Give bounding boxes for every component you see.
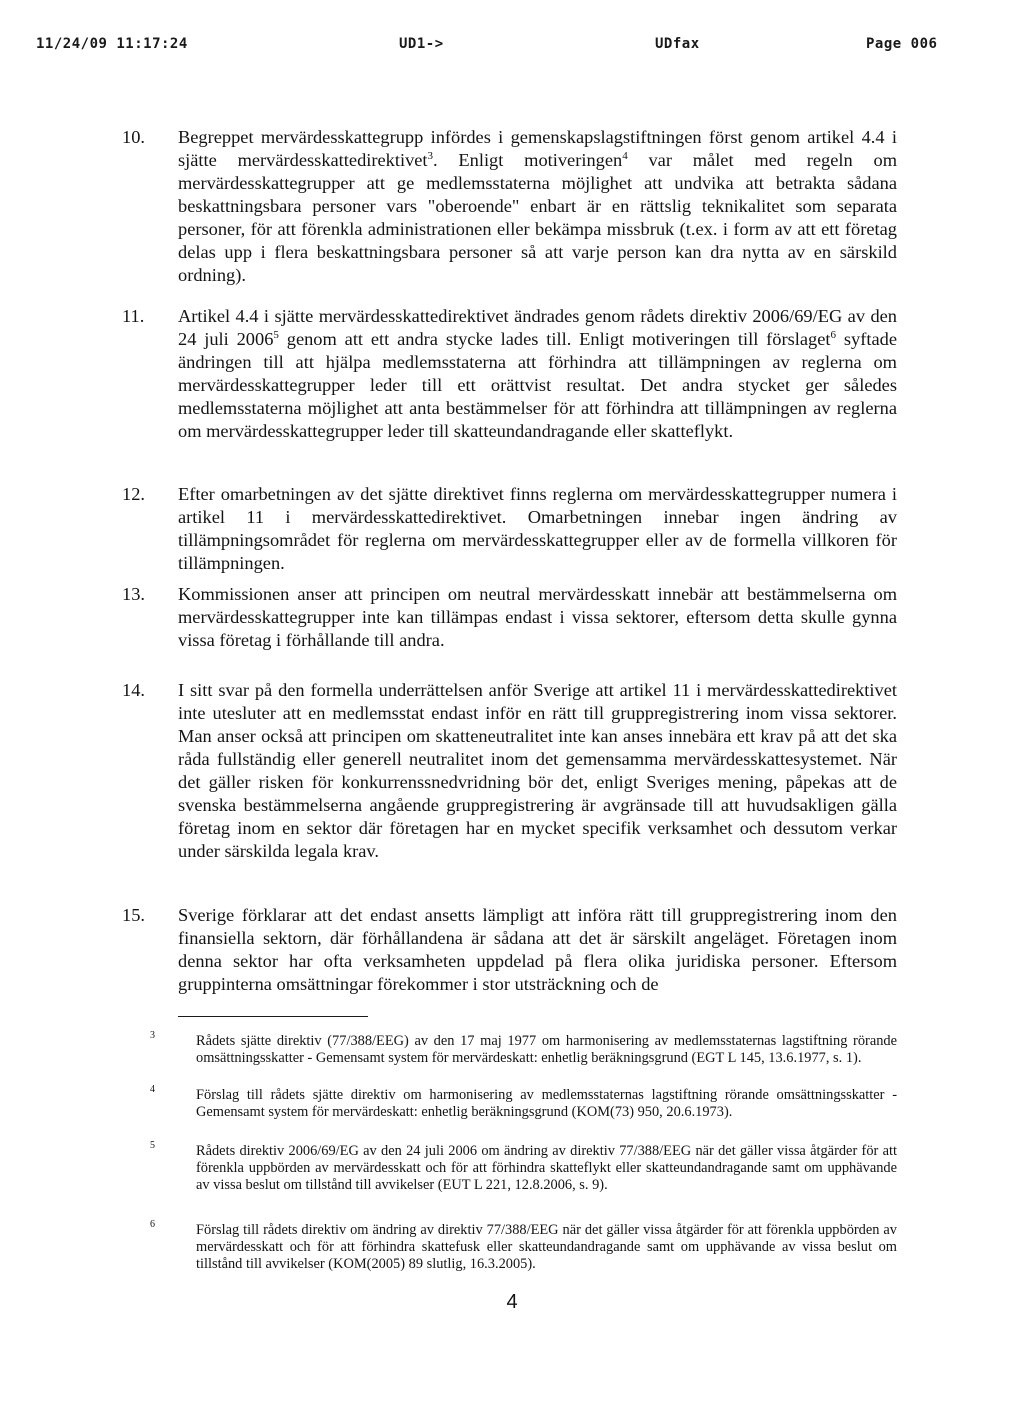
paragraph-number: 15. <box>122 905 145 925</box>
paragraph-10 <box>122 126 897 287</box>
paragraph-text: I sitt svar på den formella underrättelsen anför Sverige att artikel 11 i mervärdesskattedirektivet inte utesluter att en medlemsstat endast inför en rätt till gruppregistrering inom vissa sektorer. Man anser också att principen om skatteneutralitet inte kan anses innebära ett krav på att det ska råda fullständig eller generell neutralitet inom det gemensamma mervärdesskattesystemet. När det gäller risken för konkurrenssnedvridning bör det, enligt Sveriges mening, påpekas att de svenska bestämmelserna angående gruppregistrering är avgränsade till att huvudsakligen gälla företag inom en sektor där företagen har en mycket specifik verksamhet och dessutom verkar under särskilda legala krav. <box>178 680 897 861</box>
footnote-3 <box>122 1030 897 1067</box>
footnote-text: Rådets direktiv 2006/69/EG av den 24 juli 2006 om ändring av direktiv 77/388/EEG när det gäller vissa åtgärder för att förenkla uppbörden av mervärdesskatt och för att förhindra skatteflykt eller skatteundandragande samt om upphävande av vissa beslut om tillstånd till avvikelser (EUT L 221, 12.8.2006, s. 9). <box>196 1143 897 1193</box>
footnote-6 <box>122 1219 897 1273</box>
footnote-text: Förslag till rådets direktiv om ändring av direktiv 77/388/EEG när det gäller vissa åtgärder för att förenkla uppbörden av mervärdesskatt och för att förhindra skattefusk eller skatteundandragande samt om upphävande av vissa beslut om tillstånd till avvikelser (KOM(2005) 89 slutlig, 16.3.2005). <box>196 1222 897 1272</box>
paragraph-11 <box>122 305 897 443</box>
footnote-separator <box>178 1016 368 1017</box>
fax-timestamp: 11/24/09 11:17:24 <box>36 36 188 52</box>
paragraph-number: 10. <box>122 127 145 147</box>
footnote-ref-4: 4 <box>622 150 628 162</box>
fax-header <box>0 36 1024 56</box>
paragraph-12 <box>122 483 897 575</box>
paragraph-text: Kommissionen anser att principen om neutral mervärdesskatt innebär att bestämmelserna om mervärdesskattegrupper inte kan tillämpas endast i vissa sektorer, eftersom detta skulle gynna vissa företag i förhållande till andra. <box>178 584 897 650</box>
paragraph-text: Sverige förklarar att det endast ansetts lämpligt att införa rätt till gruppregistrering inom den finansiella sektorn, där förhållandena är sådana att det är särskilt angeläget. Företagen inom denna sektor har ofta verksamheten uppdelad på flera olika juridiska personer. Eftersom gruppinterna omsättningar förekommer i stor utsträckning och de <box>178 905 897 994</box>
page-number: 4 <box>506 1291 518 1313</box>
footnote-number: 6 <box>150 1219 155 1230</box>
paragraph-text: Efter omarbetningen av det sjätte direktivet finns reglerna om mervärdesskattegrupper numera i artikel 11 i mervärdesskattedirektivet. Omarbetningen innebar ingen ändring av tillämpningsområdet för reglerna om mervärdesskattegrupper eller av de formella villkoren för tillämpningen. <box>178 484 897 573</box>
paragraph-number: 12. <box>122 484 145 504</box>
footnote-number: 4 <box>150 1084 155 1095</box>
footnote-5 <box>122 1140 897 1194</box>
paragraph-number: 11. <box>122 306 145 326</box>
paragraph-number: 13. <box>122 584 145 604</box>
fax-page-indicator: Page 006 <box>866 36 938 52</box>
footnote-4 <box>122 1084 897 1121</box>
paragraph-13 <box>122 583 897 652</box>
text-run: syftade ändringen till att hjälpa medlemsstaterna att förhindra att tillämpningen av reglerna om mervärdesskattegrupper leder till ett orättvist resultat. Det andra stycket ger således medlemsstaterna möjlighet att anta bestämmelser för att förhindra att tillämpningen av reglerna om mervärdesskattegrupper leder till skatteundandragande eller skatteflykt. <box>178 329 897 441</box>
footnote-number: 3 <box>150 1030 155 1041</box>
footnote-number: 5 <box>150 1140 155 1151</box>
text-run: Begreppet mervärdesskattegrupp infördes i gemenskapslagstiftningen först genom artikel 4.4 i sjätte mervärdesskattedirektivet <box>178 127 897 170</box>
text-run: genom att ett andra stycke lades till. Enligt motiveringen till förslaget <box>278 329 831 349</box>
footnote-ref-3: 3 <box>427 150 434 162</box>
paragraph-number: 14. <box>122 680 145 700</box>
paragraph-text <box>178 305 897 443</box>
text-run: var målet med regeln om mervärdesskattegrupper att ge medlemsstaterna möjlighet att undvika att betrakta sådana beskattningsbara personer vars "oberoende" enbart är en rättslig teknikalitet som separata personer, för att förenkla administrationen eller bekämpa missbruk (t.ex. i form av att ett företag delas upp i flera beskattningsbara personer så att varje person kan dra nytta av en särskild ordning). <box>178 150 897 285</box>
footnote-ref-6: 6 <box>830 329 837 341</box>
footnote-text: Förslag till rådets sjätte direktiv om harmonisering av medlemsstaternas lagstiftning rörande omsättningsskatter - Gemensamt system för mervärdeskatt: enhetlig beräkningsgrund (KOM(73) 950, 20.6.1973). <box>196 1087 897 1120</box>
footnote-text: Rådets sjätte direktiv (77/388/EEG) av den 17 maj 1977 om harmonisering av medlemsstaternas lagstiftning rörande omsättningsskatter - Gemensamt system för mervärdeskatt: enhetlig beräkningsgrund (EGT L 145, 13.6.1977, s. 1). <box>196 1033 897 1066</box>
paragraph-text <box>178 126 897 287</box>
fax-recipient: UDfax <box>655 36 700 52</box>
text-run: Artikel 4.4 i sjätte mervärdesskattedirektivet ändrades genom rådets direktiv 2006/69/EG av den 24 juli 2006 <box>178 306 897 349</box>
fax-sender: UD1-> <box>399 36 444 52</box>
footnote-ref-5: 5 <box>273 329 279 341</box>
paragraph-15 <box>122 904 897 996</box>
paragraph-14 <box>122 679 897 863</box>
text-run: . Enligt motiveringen <box>433 150 623 170</box>
